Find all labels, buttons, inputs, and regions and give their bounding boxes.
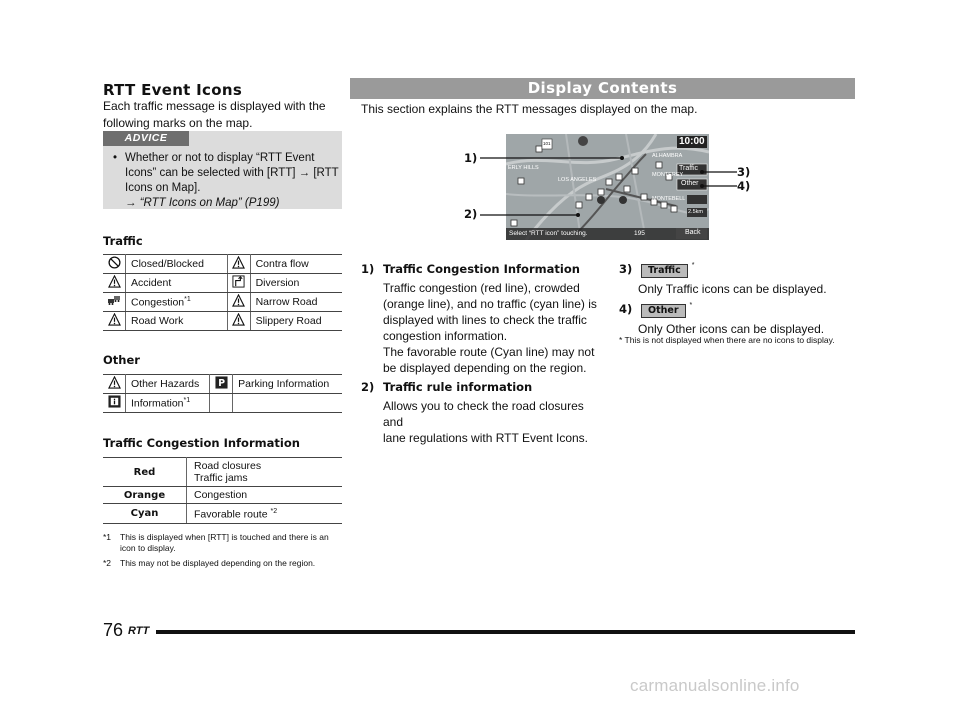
icon-label-text: Other Hazards	[131, 378, 200, 390]
advice-text: • Whether or not to display “RTT Event Icons” can be selected with [RTT] → [RTT Icons on Map]. → “RTT Icons on Map” (P199)	[113, 152, 339, 209]
congestion-color: Orange	[103, 487, 187, 504]
warning-icon	[103, 274, 126, 293]
table-row	[103, 375, 342, 394]
congestion-value: Traffic jams	[194, 472, 248, 484]
map-place-label: ALHAMBRA	[652, 153, 683, 159]
table-row	[103, 312, 342, 331]
note-text: * This is not displayed when there are no icons to display.	[619, 335, 835, 345]
advice-tag: ADVICE	[103, 131, 189, 146]
congestion-color: Red	[103, 458, 187, 487]
warning-icon	[227, 312, 250, 331]
icon-label-text: Information	[131, 397, 184, 410]
cross-reference-link[interactable]: → “RTT Icons on Map” (P199)	[125, 197, 280, 209]
icon-label	[126, 375, 210, 394]
map-place-label: ERLY HILLS	[508, 165, 539, 171]
other-heading: Other	[103, 353, 140, 367]
section-title: RTT Event Icons	[103, 81, 243, 99]
icon-label	[233, 394, 342, 413]
diversion-icon	[227, 274, 250, 293]
congestion-icon	[103, 293, 126, 312]
callout-2: 2)	[464, 207, 478, 221]
map-distance: 2.5km	[688, 209, 703, 215]
icon-label	[250, 312, 342, 331]
other-button-label: Other	[641, 304, 686, 318]
footer-rule	[156, 630, 855, 634]
map-route-shield: 101	[543, 141, 551, 146]
icon-label-text: Diversion	[255, 277, 300, 289]
congestion-meaning	[187, 504, 343, 524]
item-2: 2) Traffic rule information Allows you to check the road closures and lane regulations with RTT Event Icons.	[361, 380, 588, 445]
callout-lines	[465, 140, 765, 230]
item-3: 3) Traffic * Only Traffic icons can be displayed.	[619, 261, 827, 296]
map-back-button[interactable]: Back	[685, 229, 701, 236]
icon-label	[126, 293, 228, 312]
table-row	[103, 255, 342, 274]
congestion-color: Cyan	[103, 504, 187, 524]
table-row	[103, 504, 342, 524]
icon-label-text: Contra flow	[255, 258, 309, 270]
table-row	[103, 458, 342, 487]
display-contents-banner: Display Contents	[350, 78, 855, 99]
congestion-value: Congestion	[194, 489, 248, 501]
icon-label	[250, 293, 342, 312]
congestion-meaning	[187, 458, 343, 487]
icon-label	[233, 375, 342, 394]
section-intro: Each traffic message is displayed with the following marks on the map.	[103, 99, 326, 130]
callout-1: 1)	[464, 151, 478, 165]
icon-label	[126, 312, 228, 331]
footnote-mark: *1	[184, 295, 191, 303]
map-status-text: Select “RTT icon” touching.	[509, 230, 588, 237]
icon-label-text: Parking Information	[238, 378, 330, 390]
congestion-table	[103, 457, 342, 524]
svg-text:P: P	[217, 378, 225, 389]
map-place-label: MONTEREY	[652, 172, 684, 178]
table-row	[103, 293, 342, 312]
footnote-mark: *1	[183, 396, 191, 404]
icon-label-text: Congestion	[131, 296, 185, 309]
footnote-1: *1 This is displayed when [RTT] is touched and there is an icon to display.	[103, 532, 329, 553]
congestion-heading: Traffic Congestion Information	[103, 436, 300, 450]
section-name: RTT	[128, 625, 150, 637]
map-traffic-button[interactable]: Traffic	[679, 165, 699, 172]
icon-label-text: Accident	[131, 277, 172, 289]
callout-4: 4)	[737, 179, 751, 193]
item-1: 1) Traffic Congestion Information Traffic congestion (red line), crowded (orange line), and no traffic (cyan line) is displayed with lines to check the traffic congestion information. The favorable route (Cyan line) may not be displayed depending on the region.	[361, 262, 597, 375]
no-entry-icon	[103, 255, 126, 274]
icon-label-text: Slippery Road	[255, 315, 322, 327]
traffic-icons-table	[103, 254, 342, 331]
traffic-heading: Traffic	[103, 234, 143, 248]
info-icon	[103, 394, 126, 413]
warning-icon	[227, 293, 250, 312]
page-number: 76	[103, 620, 124, 640]
map-clock: 10:00	[679, 136, 705, 147]
watermark: carmanualsonline.info	[630, 676, 800, 695]
icon-label	[250, 274, 342, 293]
map-road-number: 195	[634, 230, 645, 237]
table-row	[103, 487, 342, 504]
callout-3: 3)	[737, 165, 751, 179]
icon-label-text: Road Work	[131, 315, 184, 327]
item-2-title: Traffic rule information	[383, 380, 533, 394]
congestion-value: Road closures	[194, 460, 262, 472]
table-row	[103, 394, 342, 413]
other-icons-table	[103, 374, 342, 413]
map-other-button[interactable]: Other	[681, 180, 699, 187]
bullet: •	[113, 152, 118, 164]
item-1-title: Traffic Congestion Information	[383, 262, 580, 276]
icon-label	[126, 274, 228, 293]
map-place-label: MONTEBELL	[652, 196, 686, 202]
icon-label-text: Closed/Blocked	[131, 258, 204, 270]
footnote-2: *2 This may not be displayed depending on the region.	[103, 558, 316, 568]
parking-icon	[210, 375, 233, 394]
right-intro: This section explains the RTT messages displayed on the map.	[361, 102, 698, 116]
warning-icon	[103, 375, 126, 394]
map-place-label: LOS ANGELES	[558, 177, 597, 183]
congestion-meaning	[187, 487, 343, 504]
icon-label	[250, 255, 342, 274]
footnotes	[103, 532, 348, 569]
icon-label	[126, 255, 228, 274]
footnote-mark: *2	[270, 508, 278, 515]
table-row	[103, 274, 342, 293]
icon-label	[126, 394, 210, 413]
item-4: 4) Other * Only Other icons can be displayed.	[619, 301, 825, 336]
warning-icon	[103, 312, 126, 331]
empty-cell	[210, 394, 233, 413]
icon-label-text: Narrow Road	[255, 296, 318, 308]
warning-icon	[227, 255, 250, 274]
congestion-value: Favorable route $^{*2}$	[194, 508, 278, 521]
traffic-button-label: Traffic	[641, 264, 688, 278]
